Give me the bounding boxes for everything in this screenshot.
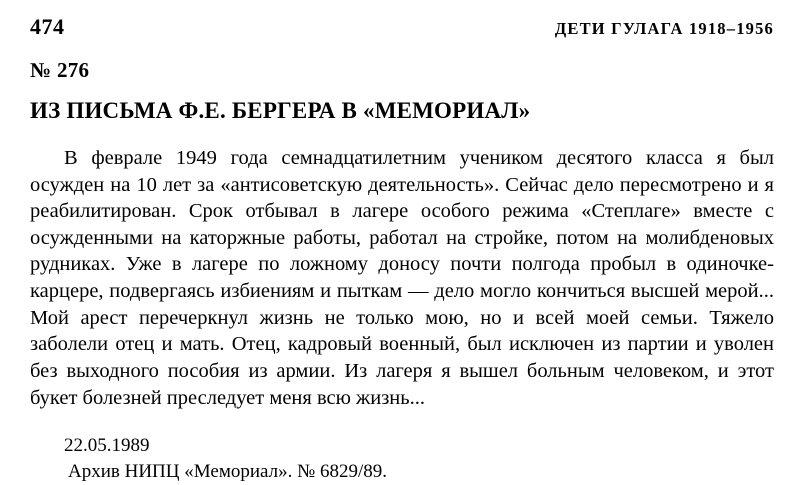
page-number: 474 (30, 14, 65, 39)
running-head (30, 14, 774, 40)
document-date: 22.05.1989 (64, 435, 150, 457)
document-body: В феврале 1949 года семнадцатилетним учеником десятого класса я был осужден на 10 лет за «антисоветскую деятельность». Сейчас дело пересмотрено и я реабилитирован. Срок отбывал в лагере особого режима «Степлаге» вместе с осужденными на каторжные работы, работал на стройке, потом на молибденовых рудниках. Уже в лагере по ложному доносу почти полгода пробыл в одиночке-карцере, подвергаясь избиениям и пыткам — дело могло кончиться высшей мерой... Мой арест перечеркнул жизнь не только мою, но и всей моей семьи. Тяжело заболели отец и мать. Отец, кадровый военный, был исключен из партии и уволен без выходного пособия из армии. Из лагеря я вышел больным человеком, и этот букет болезней преследует меня всю жизнь... (30, 146, 774, 409)
running-head-title: ДЕТИ ГУЛАГА 1918–1956 (554, 19, 774, 38)
archive-reference: Архив НИПЦ «Мемориал». № 6829/89. (68, 460, 388, 482)
document-number: № 276 (30, 58, 90, 82)
document-title: ИЗ ПИСЬМА Ф.Е. БЕРГЕРА В «МЕМОРИАЛ» (30, 98, 531, 124)
colophon (30, 433, 774, 484)
